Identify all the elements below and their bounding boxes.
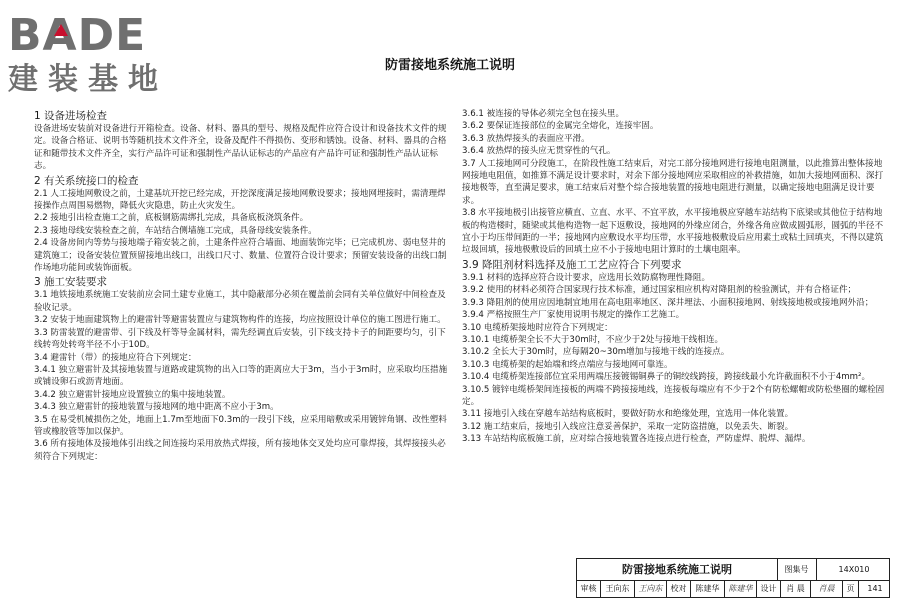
paragraph: 3.10.4 电缆桥架连接部位宜采用两端压接镀锡铜鼻子的铜绞线跨接，跨接线最小允许截面积不小于4mm²。 bbox=[462, 372, 871, 383]
paragraph: 3.4.1 独立避雷针及其接地装置与道路或建筑物的出入口等的距离应大于3m，当小于3m时，应采取均压措施或铺设卵石或沥青地面。 bbox=[34, 364, 448, 388]
paragraph: 3.6.2 要保证连接部位的金属完全熔化，连接牢固。 bbox=[462, 121, 659, 132]
logo-red-triangle bbox=[54, 24, 68, 36]
paragraph: 3.7 人工接地网可分段施工，在阶段性施工结束后，对完工部分接地网进行接地电阻测量，以此推算出整体接地网接地电阻值，如推算不满足设计要求时，对余下部分接地网应采取相应的补救措施，如加大接地网面积、深打接地极等，直至满足要求，施工结束后对整个综合接地装置的接地电阻进行测量，以确定接地电阻满足设计要求。 bbox=[462, 158, 884, 206]
paragraph: 2.2 接地引出检查施工之前，底板钢筋需绑扎完成，具备底板浇筑条件。 bbox=[34, 213, 309, 224]
page-label: 页 bbox=[843, 580, 859, 597]
checker-signature: 陈建华 bbox=[725, 580, 757, 597]
paragraph: 3.9.2 使用的材料必须符合国家现行技术标准，通过国家相应机构对降阻剂的检验测试，并有合格证件； bbox=[462, 285, 857, 296]
reviewer-signature: 王向东 bbox=[635, 580, 667, 597]
left-column bbox=[34, 108, 448, 463]
section-heading: 2 有关系统接口的检查 bbox=[34, 174, 139, 187]
right-column bbox=[462, 108, 886, 446]
paragraph: 2.1 人工接地网敷设之前，土建基坑开挖已经完成，开挖深度满足接地网敷设要求；接地网埋接时，需清理焊接操作点周围易燃物，降低火灾隐患，防止火灾发生。 bbox=[34, 188, 446, 212]
section-heading: 3.9 降阻剂材料选择及施工工艺应符合下列要求 bbox=[462, 258, 682, 271]
paragraph: 3.10 电缆桥架接地时应符合下列规定： bbox=[462, 322, 613, 333]
paragraph: 3.13 车站结构底板施工前，应对综合接地装置各连接点进行检查，严防虚焊、脱焊、漏焊。 bbox=[462, 434, 811, 445]
logo-wordmark: BADE bbox=[8, 10, 147, 61]
review-label: 审核 bbox=[577, 580, 601, 597]
paragraph: 3.8 水平接地极引出接管应横直、立直、水平、不宜平放，水平接地极应穿越车站结构下底梁或其他位于结构地板的构造楼时，随梁或其他构造物一起下返敷设，接地网的外缘应闭合，外缘各角应做成圆弧形，圆弧的半径不宜小于均压带间距的一半；接地网内应敷设水平均压带，水平接地极敷设后应用素土或粘土回填夹，不得以建筑垃圾回填，接地极敷设后的回填土应不小于接地电阻计算时的土壤电阻率。 bbox=[462, 208, 884, 256]
paragraph: 3.12 施工结束后，接地引入线应注意妥善保护，采取一定防盗措施，以免丢失、断裂。 bbox=[462, 421, 794, 432]
document-title: 防雷接地系统施工说明 bbox=[384, 58, 515, 73]
paragraph: 3.4.3 独立避雷针的接地装置与接地网的地中距离不应小于3m。 bbox=[34, 402, 279, 413]
paragraph: 3.6.1 被连接的导体必须完全包在接头里。 bbox=[462, 109, 625, 119]
paragraph: 3.10.2 全长大于30m时，应每隔20~30m增加与接地干线的连接点。 bbox=[462, 347, 730, 358]
paragraph: 3.2 安装于地面建筑物上的避雷针等避雷装置应与建筑物构件的连接，均应按照设计单位的施工图进行施工。 bbox=[34, 315, 446, 326]
paragraph: 3.6.4 放热焊的接头应无贯穿性的气孔。 bbox=[462, 146, 616, 157]
paragraph: 3.10.1 电缆桥架全长不大于30m时，不应少于2处与接地干线相连。 bbox=[462, 334, 724, 345]
section-heading: 3 施工安装要求 bbox=[34, 276, 108, 289]
atlas-label: 图集号 bbox=[777, 559, 817, 580]
paragraph: 3.10.5 镀锌电缆桥架间连接板的两端不跨接接地线，连接板每端应有不少于2个有防松螺帽或防松垫圈的螺栓固定。 bbox=[462, 384, 885, 407]
title-block bbox=[576, 558, 890, 598]
reviewer-name: 王向东 bbox=[601, 580, 635, 597]
designer-name: 肖 晨 bbox=[781, 580, 811, 597]
paragraph: 3.5 在易受机械损伤之处，地面上1.7m至地面下0.3m的一段引下线，应采用暗敷或采用镀锌角钢、改性塑料管或橡胶管等加以保护。 bbox=[34, 414, 447, 437]
paragraph: 3.4 避雷针（带）的接地应符合下列规定： bbox=[34, 352, 197, 363]
title-block-title: 防雷接地系统施工说明 bbox=[577, 559, 778, 580]
paragraph: 3.11 接地引入线在穿越车站结构底板时，要做好防水和绝缘处理，宜选用一体化装置。 bbox=[462, 409, 794, 420]
paragraph: 设备进场安装前对设备进行开箱检查。设备、材料、器具的型号、规格及配件应符合设计和设备技术文件的规定。设备合格证、说明书等随机技术文件齐全，设备及配件不得损伤、变形和锈蚀。设备、材料、器具的合格证和随带技术文件齐全，实行产品许可证和强制性产品认证标志的产品应有产品许可证和强制性产品认证标志。 bbox=[34, 124, 447, 172]
paragraph: 3.1 地铁接地系统施工安装前应会同土建专业施工，其中隐蔽部分必须在覆盖前会同有关单位做好中间检查及验收记录。 bbox=[34, 290, 446, 313]
paragraph: 2.3 接地母线安装检查之前，车站结合侧墙施工完成，具备母线安装条件。 bbox=[34, 225, 317, 236]
designer-signature: 肖晨 bbox=[811, 580, 843, 597]
design-label: 设计 bbox=[757, 580, 781, 597]
atlas-number: 14X010 bbox=[838, 565, 870, 574]
section-heading: 1 设备进场检查 bbox=[34, 110, 108, 122]
paragraph: 3.9.4 严格按照生产厂家使用说明书规定的操作工艺施工。 bbox=[462, 310, 685, 321]
paragraph: 3.4.2 独立避雷针接地应设置独立的集中接地装置。 bbox=[34, 389, 231, 400]
paragraph: 3.3 防雷装置的避雷带、引下线及杆等导金属材料，需先经调直后安装，引下线支持卡子的间距要均匀，引下线转弯处转弯半径不小于10D。 bbox=[34, 327, 446, 351]
logo-subtitle: 建装基地 bbox=[8, 62, 168, 97]
page-number: 141 bbox=[867, 584, 883, 593]
paragraph: 3.6.3 放热焊接头的表面应平滑。 bbox=[462, 133, 590, 144]
paragraph: 3.10.3 电缆桥架的起始端和终点端应与接地网可靠连。 bbox=[462, 359, 673, 370]
paragraph: 3.9.1 材料的选择应符合设计要求，应选用长效防腐物理性降阻。 bbox=[462, 272, 711, 283]
paragraph: 3.9.3 降阻剂的使用应因地制宜地用在高电阻率地区、深井埋法、小面积接地网、射线接地极或接地网外沿； bbox=[462, 297, 874, 308]
paragraph: 2.4 设备房间内等势与接地端子箱安装之前，土建条件应符合墙面、地面装饰完毕；已完成机房、弱电竖井的建筑施工；设备安装位置预留接地出线口，出线口尺寸、数量、位置符合设计要求；预留安装设备的出线口制作场地功能间或装饰面板。 bbox=[34, 238, 447, 274]
checker-name: 陈建华 bbox=[691, 580, 725, 597]
check-label: 校对 bbox=[667, 580, 691, 597]
paragraph: 3.6 所有接地体及接地体引出线之间连接均采用放热式焊接，所有接地体交叉处均应可靠焊接，其焊接接头必须符合下列规定： bbox=[34, 439, 446, 462]
